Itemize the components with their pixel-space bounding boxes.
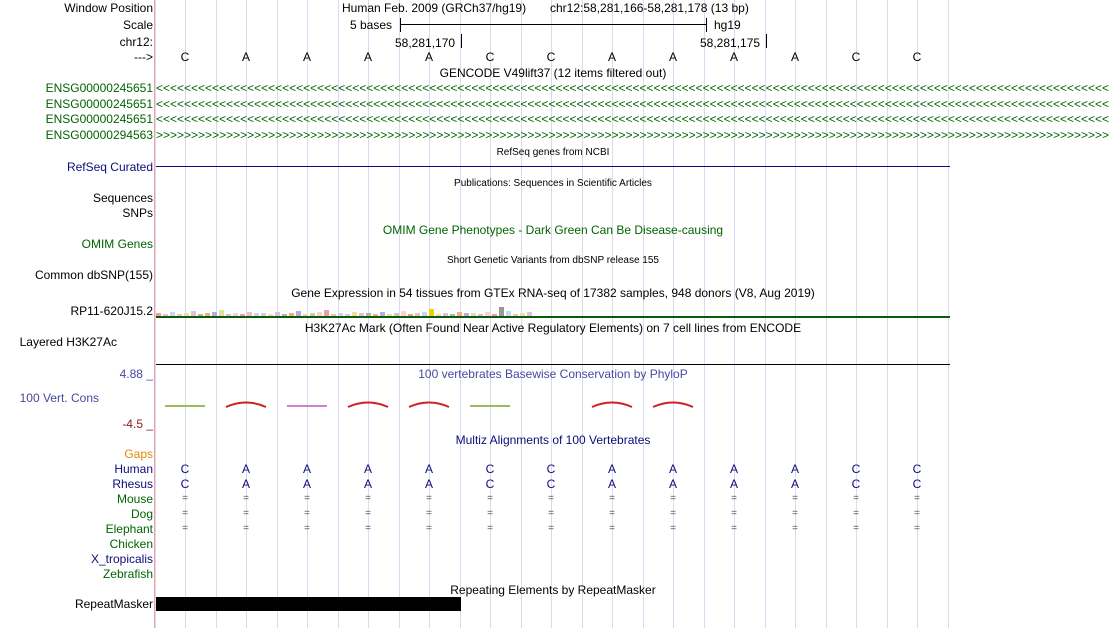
species-mouse-label[interactable]: Mouse [116, 492, 153, 506]
gap-symbol: = [487, 508, 493, 519]
phylop-score-mark [653, 403, 693, 408]
reference-base: A [302, 50, 311, 64]
track-image[interactable] [156, 0, 1109, 628]
gap-symbol: = [365, 493, 371, 504]
dbsnp-track-title[interactable]: Short Genetic Variants from dbSNP release 155 [447, 255, 659, 266]
reference-base: A [790, 50, 799, 64]
gencode-gene-2[interactable]: <<<<<<<<<<<<<<<<<<<<<<<<<<<<<<<<<<<<<<<<<<<<<<<<<<<<<<<<<<<<<<<<<<<<<<<<<<<<<<<<<<<<<<<<<<<<<<<<<<<<<<<<<<<<<<<<<<<<<<<<<<<<<<<<<<<<<<<< [156, 97, 1109, 111]
reference-base: A [668, 50, 677, 64]
rhesus-base: A [302, 477, 311, 491]
gap-symbol: = [182, 523, 188, 534]
gencode-gene-4[interactable]: >>>>>>>>>>>>>>>>>>>>>>>>>>>>>>>>>>>>>>>>>>>>>>>>>>>>>>>>>>>>>>>>>>>>>>>>>>>>>>>>>>>>>>>>>>>>>>>>>>>>>>>>>>>>>>>>>>>>>>>>>>>>>>>>>>>>>>>> [156, 128, 1109, 142]
reference-base-row [156, 50, 950, 64]
phylop-score-mark [409, 403, 449, 408]
gap-symbol: = [853, 523, 859, 534]
gap-symbol: = [548, 493, 554, 504]
gencode-gene-label-4[interactable]: ENSG00000294563 [45, 128, 153, 142]
rhesus-base: A [607, 477, 616, 491]
phylop-track-title[interactable]: 100 vertebrates Basewise Conservation by PhyloP [418, 367, 688, 381]
gap-symbol: = [792, 493, 798, 504]
human-base: A [241, 462, 250, 476]
coordinate-left-tick [461, 34, 462, 48]
gtex-gene-label[interactable]: RP11-620J15.2 [70, 304, 153, 318]
gencode-gene-label-2[interactable]: ENSG00000245651 [45, 97, 153, 111]
rhesus-base: C [912, 477, 922, 491]
gap-symbol: = [304, 523, 310, 534]
human-base: A [424, 462, 433, 476]
gap-symbol: = [426, 523, 432, 534]
human-base: C [546, 462, 556, 476]
reference-base: C [851, 50, 861, 64]
h3k27ac-baseline [156, 364, 950, 365]
chromosome-label: chr12: [119, 35, 153, 49]
phylop-score-mark [226, 403, 266, 408]
human-base: A [729, 462, 738, 476]
reference-base: A [424, 50, 433, 64]
strand-arrow-label: ---> [134, 50, 153, 64]
dbsnp-label[interactable]: Common dbSNP(155) [34, 268, 153, 282]
human-base: C [912, 462, 922, 476]
rhesus-base: A [729, 477, 738, 491]
species-zebrafish-label[interactable]: Zebrafish [102, 567, 153, 581]
phylop-score-mark [592, 403, 632, 408]
coordinate-right-tick [766, 34, 767, 48]
gap-symbol: = [792, 523, 798, 534]
human-base: A [668, 462, 677, 476]
coordinate-left: 58,281,170 [395, 36, 456, 50]
gap-symbol: = [670, 493, 676, 504]
refseq-gene-line[interactable] [156, 166, 950, 167]
gap-symbol: = [609, 508, 615, 519]
gap-symbol: = [365, 523, 371, 534]
gap-symbol: = [914, 493, 920, 504]
phylop-plot[interactable] [156, 380, 950, 430]
gaps-label[interactable]: Gaps [124, 447, 153, 461]
gap-symbol: = [243, 523, 249, 534]
gap-symbol: = [487, 523, 493, 534]
reference-base: C [485, 50, 495, 64]
gencode-gene-3[interactable]: <<<<<<<<<<<<<<<<<<<<<<<<<<<<<<<<<<<<<<<<<<<<<<<<<<<<<<<<<<<<<<<<<<<<<<<<<<<<<<<<<<<<<<<<<<<<<<<<<<<<<<<<<<<<<<<<<<<<<<<<<<<<<<<<<<<<<<<< [156, 112, 1109, 126]
human-base: A [607, 462, 616, 476]
conservation-max-label: 4.88 _ [119, 367, 153, 381]
gtex-track-title[interactable]: Gene Expression in 54 tissues from GTEx RNA-seq of 17382 samples, 948 donors (V8, Aug 2019) [291, 286, 815, 300]
species-rhesus-label[interactable]: Rhesus [112, 477, 153, 491]
scale-bar-line [400, 24, 706, 25]
snps-label[interactable]: SNPs [122, 206, 153, 220]
rhesus-base: C [851, 477, 861, 491]
gtex-tissue-bar[interactable] [499, 307, 504, 316]
gap-symbol: = [731, 508, 737, 519]
human-base: C [851, 462, 861, 476]
reference-base: A [729, 50, 738, 64]
gap-symbol: = [914, 523, 920, 534]
dog-alignment-row [156, 507, 950, 521]
reference-base: C [180, 50, 190, 64]
rhesus-base: A [241, 477, 250, 491]
gap-symbol: = [365, 508, 371, 519]
gap-symbol: = [670, 508, 676, 519]
gap-symbol: = [182, 508, 188, 519]
conservation-min-label: -4.5 _ [122, 417, 153, 431]
gap-symbol: = [792, 508, 798, 519]
gtex-gene-line[interactable] [156, 316, 950, 318]
gencode-gene-label-3[interactable]: ENSG00000245651 [45, 112, 153, 126]
human-base: A [302, 462, 311, 476]
scale-bar-db: hg19 [714, 18, 741, 32]
reference-base: A [241, 50, 250, 64]
gap-symbol: = [731, 493, 737, 504]
assembly-title: Human Feb. 2009 (GRCh37/hg19) [342, 1, 527, 15]
reference-base: A [607, 50, 616, 64]
rhesus-base: A [363, 477, 372, 491]
rhesus-base: C [546, 477, 556, 491]
scale-label: Scale [122, 18, 153, 32]
coordinate-right: 58,281,175 [700, 36, 761, 50]
gap-symbol: = [304, 508, 310, 519]
species-xtropicalis-label[interactable]: X_tropicalis [90, 552, 153, 566]
gap-symbol: = [487, 493, 493, 504]
h3k27ac-track-title[interactable]: H3K27Ac Mark (Often Found Near Active Regulatory Elements) on 7 cell lines from ENCODE [304, 321, 802, 335]
position-readout: chr12:58,281,166-58,281,178 (13 bp) [550, 1, 749, 15]
scale-bar-left-tick [400, 18, 401, 32]
human-base: C [180, 462, 190, 476]
gap-symbol: = [548, 523, 554, 534]
gap-symbol: = [609, 493, 615, 504]
refseq-curated-label[interactable]: RefSeq Curated [66, 160, 153, 174]
phylop-score-mark [348, 403, 388, 408]
gap-symbol: = [243, 493, 249, 504]
human-base: A [790, 462, 799, 476]
mouse-alignment-row [156, 492, 950, 506]
gap-symbol: = [304, 493, 310, 504]
species-chicken-label[interactable]: Chicken [109, 537, 153, 551]
conservation-label[interactable]: 100 Vert. Cons [19, 391, 99, 405]
h3k27ac-label[interactable]: Layered H3K27Ac [19, 335, 117, 349]
gap-symbol: = [243, 508, 249, 519]
elephant-alignment-row [156, 522, 950, 536]
track-label-column [0, 0, 153, 628]
gap-symbol: = [548, 508, 554, 519]
reference-base: C [546, 50, 556, 64]
gap-symbol: = [426, 508, 432, 519]
reference-base: A [363, 50, 372, 64]
scale-bar-text: 5 bases [350, 18, 393, 32]
gtex-tissue-bar[interactable] [429, 309, 434, 316]
omim-genes-label[interactable]: OMIM Genes [81, 237, 153, 251]
multiz-track-title[interactable]: Multiz Alignments of 100 Vertebrates [455, 433, 651, 447]
gap-symbol: = [182, 493, 188, 504]
species-elephant-label[interactable]: Elephant [105, 522, 153, 536]
repeatmasker-element[interactable] [156, 597, 461, 611]
gap-symbol: = [853, 493, 859, 504]
repeatmasker-label[interactable]: RepeatMasker [74, 597, 153, 611]
human-base: C [485, 462, 495, 476]
omim-track-title[interactable]: OMIM Gene Phenotypes - Dark Green Can Be Disease-causing [382, 223, 724, 237]
rhesus-base: A [424, 477, 433, 491]
scale-bar-right-tick [706, 18, 707, 32]
gencode-track-title[interactable]: GENCODE V49lift37 (12 items filtered out) [439, 66, 667, 80]
gencode-gene-1[interactable]: <<<<<<<<<<<<<<<<<<<<<<<<<<<<<<<<<<<<<<<<<<<<<<<<<<<<<<<<<<<<<<<<<<<<<<<<<<<<<<<<<<<<<<<<<<<<<<<<<<<<<<<<<<<<<<<<<<<<<<<<<<<<<<<<<<<<<<<< [156, 81, 1109, 95]
refseq-track-title[interactable]: RefSeq genes from NCBI [496, 147, 610, 158]
gap-symbol: = [609, 523, 615, 534]
gap-symbol: = [670, 523, 676, 534]
rhesus-base: A [790, 477, 799, 491]
gap-symbol: = [853, 508, 859, 519]
sequences-label[interactable]: Sequences [92, 191, 153, 205]
human-base: A [363, 462, 372, 476]
publications-track-title[interactable]: Publications: Sequences in Scientific Articles [454, 178, 652, 189]
gtex-expression-bars[interactable] [156, 300, 536, 316]
reference-base: C [912, 50, 922, 64]
species-dog-label[interactable]: Dog [130, 507, 153, 521]
rhesus-base: A [668, 477, 677, 491]
rhesus-base: C [485, 477, 495, 491]
rhesus-alignment-row [156, 477, 950, 491]
human-alignment-row [156, 462, 950, 476]
gap-symbol: = [731, 523, 737, 534]
rhesus-base: C [180, 477, 190, 491]
repeatmasker-track-title[interactable]: Repeating Elements by RepeatMasker [450, 583, 656, 597]
gap-symbol: = [914, 508, 920, 519]
gap-symbol: = [426, 493, 432, 504]
gencode-gene-label-1[interactable]: ENSG00000245651 [45, 81, 153, 95]
window-position-label: Window Position [64, 1, 153, 15]
species-human-label[interactable]: Human [114, 462, 153, 476]
